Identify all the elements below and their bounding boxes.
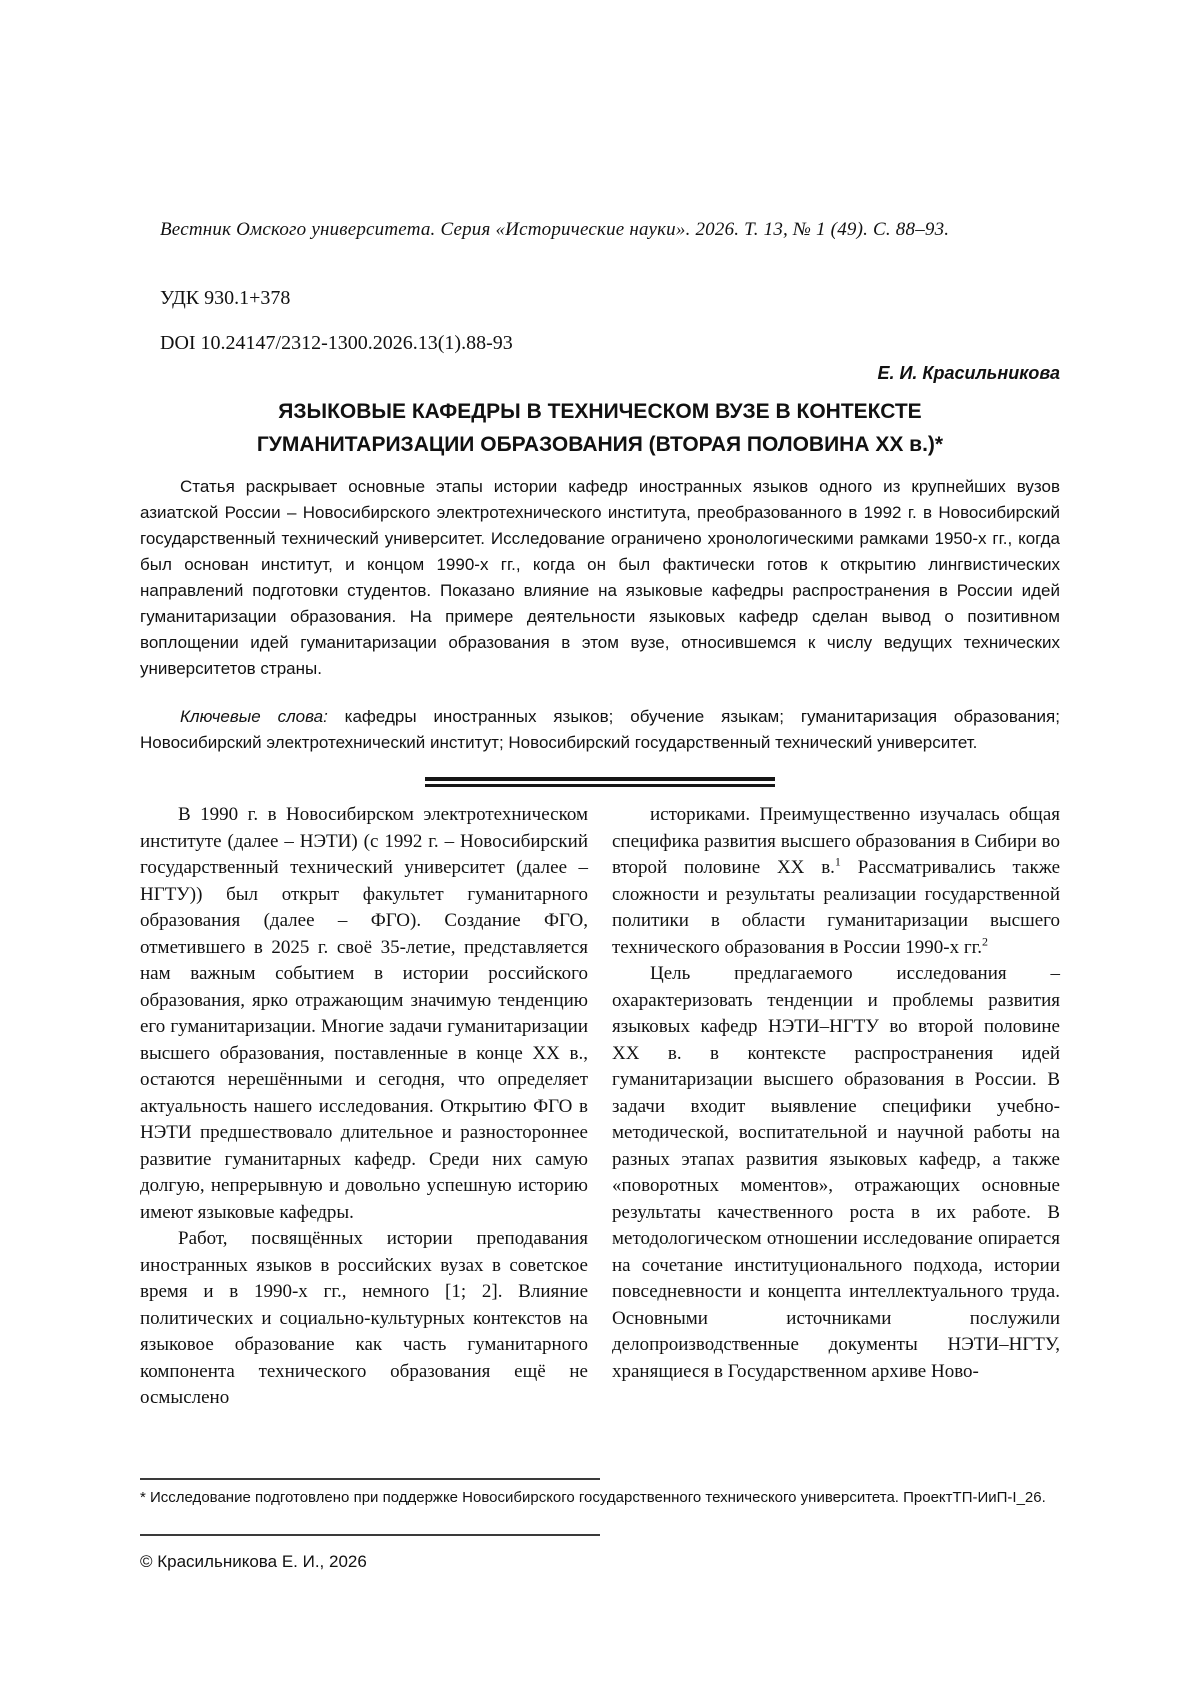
left-column [140, 802, 588, 1412]
keywords-label: Ключевые слова: [180, 707, 328, 726]
body-text-run: Рассматривались также сложности и результаты реализации государственной политики в области гуманитаризации высшего технического образования в России 1990-х гг. [612, 857, 1060, 958]
body-columns [140, 802, 1060, 1412]
keywords-text: кафедры иностранных языков; обучение языкам; гуманитаризация образования; Новосибирский электротехнический институт; Новосибирский государственный технический университет. [140, 707, 1060, 752]
body-paragraph: Цель предлагаемого исследования – охарактеризовать тенденции и проблемы развития языковых кафедр НЭТИ–НГТУ во второй половине XX в. в контексте распространения идей гуманитаризации высшего образования в России. В задачи входит выявление специфики учебно-методической, воспитательной и научной работы на разных этапах развития языковых кафедр, а также «поворотных моментов», отражающих основные результаты качественного роста в их работе. В методологическом отношении исследование опирается на сочетание институционального подхода, истории повседневности и концепта интеллектуального труда. Основными источниками послужили делопроизводственные документы НЭТИ–НГТУ, хранящиеся в Государственном архиве Ново- [612, 963, 1060, 1382]
footnote-text: Исследование подготовлено при поддержке Новосибирского государственного технического университета. ПроектТП-ИиП-I_26. [150, 1489, 1046, 1506]
footnote-divider-rule [140, 1478, 600, 1480]
keywords-paragraph [140, 704, 1060, 756]
copyright-line: © Красильникова Е. И., 2026 [140, 1552, 367, 1571]
udc-line: УДК 930.1+378 [160, 287, 291, 309]
copyright-divider-rule [140, 1534, 600, 1536]
body-paragraph: Работ, посвящённых истории преподавания иностранных языков в российских вузах в советское время и в 1990-х гг., немного [1; 2]. Влияние политических и социально-культурных контекстов на языковое образование как часть гуманитарного компонента технического образования ещё не осмыслено [140, 1228, 588, 1408]
author-name: Е. И. Красильникова [877, 363, 1060, 383]
keywords-section [140, 704, 1060, 756]
page-content [140, 0, 1060, 1412]
body-text-run: историками. Преимущественно изучалась общая специфика развития высшего образования в Сибири во второй половине XX в. [612, 804, 1060, 878]
doi-line: DOI 10.24147/2312-1300.2026.13(1).88-93 [160, 332, 513, 354]
body-paragraph: В 1990 г. в Новосибирском электротехническом институте (далее – НЭТИ) (с 1992 г. – Новосибирский государственный технический университет (далее – НГТУ)) был открыт факультет гуманитарного образования (далее – ФГО). Создание ФГО, отметившего в 2025 г. своё 35-летие, представляется нам важным событием в истории российского образования, ярко отражающим значимую тенденцию его гуманитаризации. Многие задачи гуманитаризации высшего образования, поставленные в конце XX в., остаются нерешёнными и сегодня, что определяет актуальность нашего исследования. Открытию ФГО в НЭТИ предшествовало длительное и разностороннее развитие гуманитарных кафедр. Среди них самую долгую, непрерывную и довольно успешную историю имеют языковые кафедры. [140, 804, 588, 1223]
article-title-line-2: ГУМАНИТАРИЗАЦИИ ОБРАЗОВАНИЯ (ВТОРАЯ ПОЛОВИНА XX в.)* [256, 433, 944, 456]
footnote-reference-1: 1 [834, 854, 841, 869]
article-title-line-1: ЯЗЫКОВЫЕ КАФЕДРЫ В ТЕХНИЧЕСКОМ ВУЗЕ В КОНТЕКСТЕ [278, 400, 922, 423]
abstract-section [140, 474, 1060, 682]
right-column [612, 802, 1060, 1412]
page-footer [140, 1478, 1060, 1573]
footnote-reference-2: 2 [982, 934, 989, 949]
journal-header: Вестник Омского университета. Серия «Исторические науки». 2026. Т. 13, № 1 (49). С. 88–93. [160, 219, 950, 240]
abstract-text: Статья раскрывает основные этапы истории кафедр иностранных языков одного из крупнейших вузов азиатской России – Новосибирского электротехнического института, преобразованного в 1992 г. в Новосибирский государственный технический университет. Исследование ограничено хронологическими рамками 1950-х гг., когда был основан институт, и концом 1990-х гг., когда он был фактически готов к открытию лингвистических направлений подготовки студентов. Показано влияние на языковые кафедры распространения в России идей гуманитаризации образования. На примере деятельности языковых кафедр сделан вывод о позитивном воплощении идей гуманитаризации образования в этом вузе, относившемся к числу ведущих технических университетов страны. [140, 477, 1060, 678]
article-title [140, 395, 1060, 461]
body-paragraph [612, 802, 1060, 961]
footnote-marker: * [140, 1489, 146, 1506]
section-divider-double-rule [425, 777, 775, 787]
footnote [140, 1484, 1060, 1512]
